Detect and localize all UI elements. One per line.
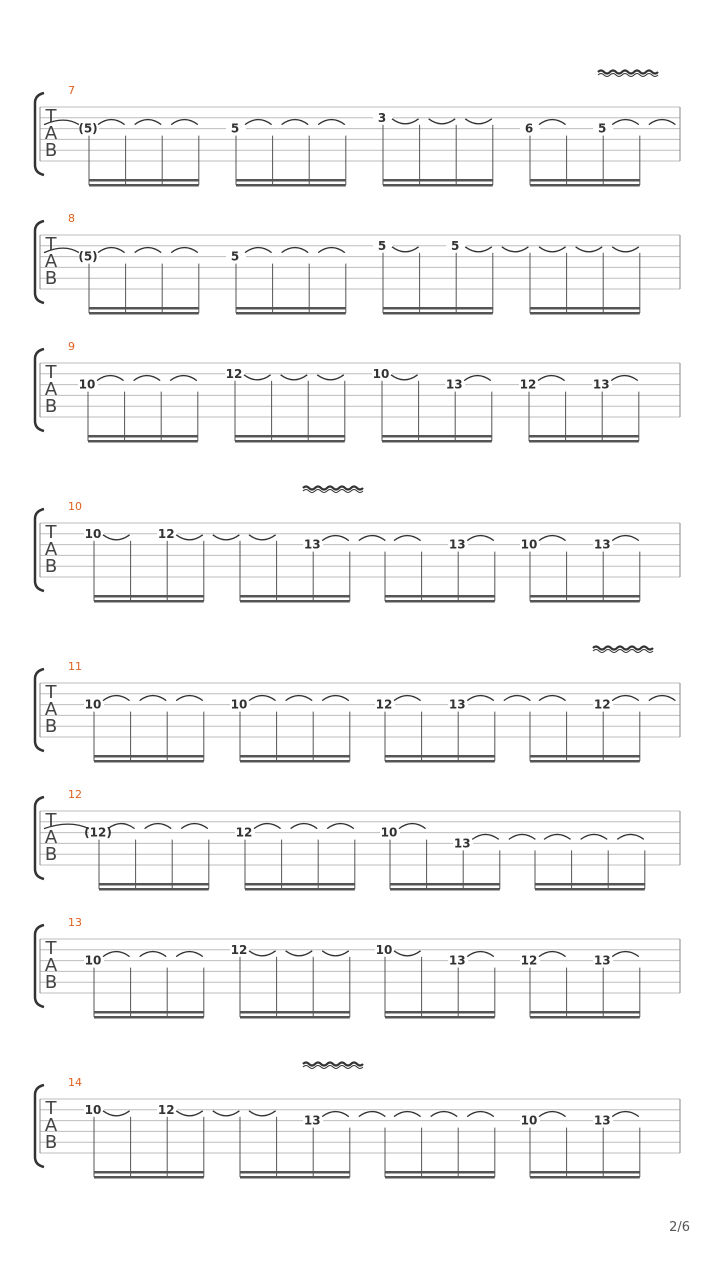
- tie-arc: [539, 952, 566, 957]
- tie-arc: [539, 120, 566, 125]
- tie-arc: [98, 248, 125, 253]
- tie-arc: [392, 247, 419, 252]
- fret-number: 13: [445, 377, 463, 392]
- fret-number: 12: [230, 942, 248, 957]
- tie-arc: [134, 376, 161, 381]
- beam: [236, 312, 346, 315]
- tie-arc: [612, 952, 639, 957]
- fret-number: 12: [235, 825, 253, 840]
- tie-arc: [322, 951, 349, 956]
- fret-number: 10: [375, 942, 393, 957]
- tie-arc: [327, 824, 354, 829]
- beam: [94, 600, 204, 603]
- tie-arc: [245, 120, 272, 125]
- fret-number: 12: [593, 697, 611, 712]
- tie-arc: [245, 248, 272, 253]
- fret-number: 13: [448, 697, 466, 712]
- beam: [235, 435, 345, 438]
- fret-number: 10: [520, 1113, 538, 1128]
- tie-arc: [612, 247, 639, 252]
- tab-clef-letter: A: [44, 251, 58, 272]
- fret-number: 13: [303, 537, 321, 552]
- tab-clef-letter: T: [45, 362, 57, 383]
- beam: [99, 883, 209, 886]
- tab-clef-letter: A: [44, 955, 58, 976]
- tab-clef-letter: T: [45, 522, 57, 543]
- tie-arc: [539, 696, 566, 701]
- beam: [236, 179, 346, 182]
- measure-number: 7: [68, 84, 75, 97]
- tie-arc: [544, 834, 571, 839]
- tie-arc: [140, 696, 167, 701]
- tie-arc: [611, 376, 638, 381]
- tie-arc: [282, 120, 309, 125]
- beam: [529, 435, 639, 438]
- fret-number: 12: [519, 377, 537, 392]
- tie-arc: [394, 951, 421, 956]
- tab-clef-letter: T: [45, 938, 57, 959]
- beam: [530, 760, 640, 763]
- tab-clef-letter: A: [44, 827, 58, 848]
- tie-arc: [431, 1112, 458, 1117]
- fret-number: 12: [157, 526, 175, 541]
- beam: [535, 888, 645, 891]
- tie-arc: [249, 951, 276, 956]
- tie-arc: [502, 247, 529, 252]
- tab-clef-letter: T: [45, 106, 57, 127]
- tie-arc: [98, 120, 125, 125]
- beam: [535, 883, 645, 886]
- tie-arc: [394, 536, 421, 541]
- beam: [89, 179, 199, 182]
- beam: [530, 595, 640, 598]
- tab-clef-letter: T: [45, 682, 57, 703]
- tie-arc: [213, 1111, 240, 1116]
- tab-clef-letter: A: [44, 1115, 58, 1136]
- tie-arc: [181, 824, 208, 829]
- beam: [530, 1176, 640, 1179]
- fret-number: 5: [230, 249, 240, 264]
- beam: [530, 1016, 640, 1019]
- tie-arc: [612, 1112, 639, 1117]
- tie-arc: [140, 952, 167, 957]
- fret-number: 13: [453, 836, 471, 851]
- tie-arc: [509, 834, 536, 839]
- tie-arc: [286, 696, 313, 701]
- tie-arc: [281, 375, 308, 380]
- page-number: 2/6: [669, 1220, 690, 1235]
- beam: [529, 440, 639, 443]
- fret-number: 10: [84, 1102, 102, 1117]
- tab-clef-letter: B: [44, 140, 58, 161]
- tie-arc: [612, 120, 639, 125]
- fret-number: 13: [448, 953, 466, 968]
- fret-number: 13: [593, 537, 611, 552]
- fret-number: (12): [84, 825, 112, 840]
- beam: [390, 883, 500, 886]
- fret-number: 12: [225, 366, 243, 381]
- fret-number: 10: [84, 697, 102, 712]
- tab-clef-letter: T: [45, 1098, 57, 1119]
- tie-arc: [504, 696, 531, 701]
- fret-number: 5: [377, 238, 387, 253]
- beam: [245, 888, 355, 891]
- fret-number: 12: [157, 1102, 175, 1117]
- beam: [530, 312, 640, 315]
- tab-clef-letter: B: [44, 716, 58, 737]
- beam: [385, 600, 495, 603]
- tie-arc: [170, 376, 197, 381]
- tie-arc: [394, 1112, 421, 1117]
- tie-arc: [581, 834, 608, 839]
- fret-number: 13: [592, 377, 610, 392]
- tab-clef-letter: A: [44, 379, 58, 400]
- tie-arc: [244, 375, 271, 380]
- tie-arc: [612, 696, 639, 701]
- tie-arc: [322, 1112, 349, 1117]
- measure-number: 11: [68, 660, 82, 673]
- tie-arc: [249, 696, 276, 701]
- tie-arc: [176, 952, 203, 957]
- beam: [382, 435, 492, 438]
- beam: [240, 760, 350, 763]
- beam: [382, 440, 492, 443]
- beam: [530, 1011, 640, 1014]
- measure-number: 13: [68, 916, 82, 929]
- tie-arc: [317, 375, 344, 380]
- fret-number: 12: [520, 953, 538, 968]
- measure-number: 12: [68, 788, 82, 801]
- fret-number: 13: [303, 1113, 321, 1128]
- tie-arc: [467, 696, 494, 701]
- tie-arc: [539, 536, 566, 541]
- fret-number: 3: [377, 110, 387, 125]
- beam: [94, 760, 204, 763]
- fret-number: (5): [78, 121, 98, 136]
- beam: [240, 1016, 350, 1019]
- beam: [240, 755, 350, 758]
- tie-arc: [392, 119, 419, 124]
- beam: [89, 307, 199, 310]
- fret-number: 6: [524, 121, 534, 136]
- beam: [94, 1176, 204, 1179]
- beam: [94, 1011, 204, 1014]
- tie-arc: [171, 248, 198, 253]
- tie-arc: [539, 1112, 566, 1117]
- beam: [94, 595, 204, 598]
- fret-number: 10: [78, 377, 96, 392]
- tie-arc: [467, 952, 494, 957]
- tab-clef-letter: B: [44, 972, 58, 993]
- fret-number: 5: [598, 121, 607, 136]
- tab-clef-letter: B: [44, 1132, 58, 1153]
- beam: [385, 760, 495, 763]
- beam: [240, 595, 350, 598]
- beam: [385, 1011, 495, 1014]
- beam: [94, 1171, 204, 1174]
- tie-arc: [465, 119, 492, 124]
- tab-clef-letter: A: [44, 123, 58, 144]
- beam: [94, 1016, 204, 1019]
- tab-clef-letter: B: [44, 844, 58, 865]
- beam: [240, 1176, 350, 1179]
- tie-arc: [176, 696, 203, 701]
- fret-number: 12: [375, 697, 393, 712]
- fret-number: 10: [520, 537, 538, 552]
- beam: [385, 755, 495, 758]
- fret-number: 13: [448, 537, 466, 552]
- tie-arc: [359, 1112, 386, 1117]
- tie-arc: [467, 1112, 494, 1117]
- beam: [530, 600, 640, 603]
- beam: [385, 1016, 495, 1019]
- tie-arc: [391, 375, 418, 380]
- fret-number: 13: [593, 953, 611, 968]
- beam: [385, 1176, 495, 1179]
- tie-arc: [282, 248, 309, 253]
- tab-clef-letter: B: [44, 268, 58, 289]
- tie-arc: [291, 824, 318, 829]
- fret-number: 10: [372, 366, 390, 381]
- beam: [385, 595, 495, 598]
- tie-arc: [318, 248, 345, 253]
- tie-arc: [576, 247, 603, 252]
- tie-arc: [249, 1111, 276, 1116]
- tie-arc: [322, 696, 349, 701]
- beam: [88, 435, 198, 438]
- beam: [530, 1171, 640, 1174]
- tie-arc: [399, 824, 426, 829]
- tie-arc: [176, 1111, 203, 1116]
- beam: [390, 888, 500, 891]
- tie-arc: [145, 824, 172, 829]
- tie-arc: [135, 248, 162, 253]
- fret-number: 5: [230, 121, 240, 136]
- fret-number: 10: [84, 526, 102, 541]
- tie-arc: [249, 535, 276, 540]
- tie-arc: [617, 834, 644, 839]
- beam: [383, 179, 493, 182]
- tab-clef-letter: T: [45, 810, 57, 831]
- tie-arc: [108, 824, 135, 829]
- tie-arc: [465, 247, 492, 252]
- beam: [89, 184, 199, 187]
- beam: [240, 1171, 350, 1174]
- tie-arc: [359, 536, 386, 541]
- tie-arc: [171, 120, 198, 125]
- tie-arc: [538, 376, 565, 381]
- fret-number: 10: [84, 953, 102, 968]
- tab-clef-letter: T: [45, 234, 57, 255]
- tie-arc: [213, 535, 240, 540]
- tie-arc: [467, 536, 494, 541]
- beam: [236, 307, 346, 310]
- beam: [383, 312, 493, 315]
- tie-arc: [318, 120, 345, 125]
- measure-number: 10: [68, 500, 82, 513]
- beam: [94, 755, 204, 758]
- tie-arc: [539, 247, 566, 252]
- tie-arc: [612, 536, 639, 541]
- fret-number: 10: [230, 697, 248, 712]
- beam: [530, 179, 640, 182]
- beam: [530, 755, 640, 758]
- tab-clef-letter: A: [44, 539, 58, 560]
- fret-number: 10: [380, 825, 398, 840]
- tie-arc: [103, 696, 130, 701]
- tie-arc: [472, 834, 499, 839]
- measure-number: 9: [68, 340, 75, 353]
- beam: [385, 1171, 495, 1174]
- beam: [245, 883, 355, 886]
- tie-arc: [394, 696, 421, 701]
- tie-arc: [103, 535, 130, 540]
- beam: [89, 312, 199, 315]
- tie-arc: [176, 535, 203, 540]
- beam: [240, 600, 350, 603]
- tie-arc: [649, 120, 676, 125]
- fret-number: (5): [78, 249, 98, 264]
- tab-clef-letter: B: [44, 556, 58, 577]
- beam: [530, 307, 640, 310]
- tie-arc: [135, 120, 162, 125]
- tie-arc: [649, 696, 676, 701]
- beam: [88, 440, 198, 443]
- beam: [530, 184, 640, 187]
- tie-arc: [464, 376, 491, 381]
- beam: [240, 1011, 350, 1014]
- tab-clef-letter: A: [44, 699, 58, 720]
- beam: [383, 307, 493, 310]
- tab-clef-letter: B: [44, 396, 58, 417]
- tie-arc: [97, 376, 124, 381]
- beam: [99, 888, 209, 891]
- measure-number: 8: [68, 212, 75, 225]
- fret-number: 5: [451, 238, 460, 253]
- tie-arc: [103, 952, 130, 957]
- tie-arc: [103, 1111, 130, 1116]
- measure-number: 14: [68, 1076, 82, 1089]
- beam: [235, 440, 345, 443]
- fret-number: 13: [593, 1113, 611, 1128]
- tie-arc: [254, 824, 281, 829]
- tie-arc: [286, 951, 313, 956]
- beam: [236, 184, 346, 187]
- tie-arc: [322, 536, 349, 541]
- beam: [383, 184, 493, 187]
- tie-arc: [429, 119, 456, 124]
